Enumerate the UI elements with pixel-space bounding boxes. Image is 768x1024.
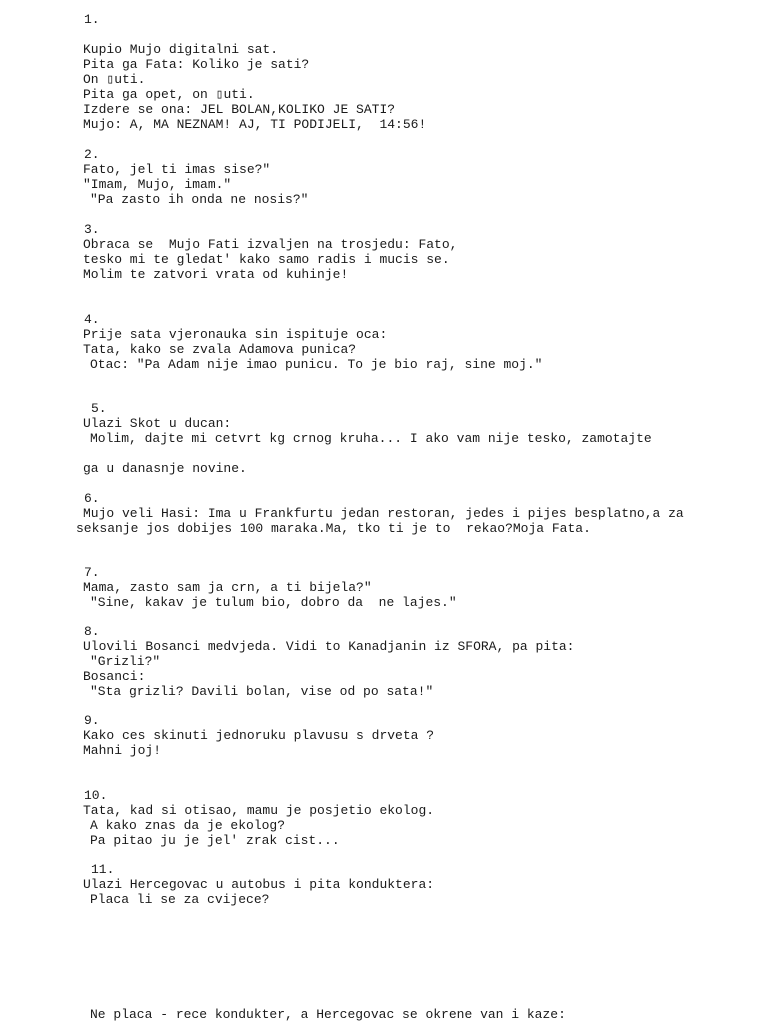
joke-number: 10.	[84, 788, 108, 803]
joke-number: 11.	[91, 862, 115, 877]
text-line: Molim te zatvori vrata od kuhinje!	[83, 267, 349, 282]
text-line: "Sine, kakav je tulum bio, dobro da ne lajes."	[90, 595, 457, 610]
text-line: Izdere se ona: JEL BOLAN,KOLIKO JE SATI?	[83, 102, 396, 117]
text-line: Mujo: A, MA NEZNAM! AJ, TI PODIJELI, 14:56!	[83, 117, 427, 132]
joke-number: 8.	[84, 624, 100, 639]
text-line: "Sta grizli? Davili bolan, vise od po sata!"	[90, 684, 434, 699]
text-line: Kupio Mujo digitalni sat.	[83, 42, 279, 57]
joke-number: 4.	[84, 312, 100, 327]
text-line: Bosanci:	[83, 669, 146, 684]
text-line: A kako znas da je ekolog?	[90, 818, 286, 833]
text-line: Ne placa - rece kondukter, a Hercegovac se okrene van i kaze:	[90, 1007, 566, 1022]
text-line: tesko mi te gledat' kako samo radis i mucis se.	[83, 252, 450, 267]
text-line: Tata, kad si otisao, mamu je posjetio ekolog.	[83, 803, 435, 818]
text-line: Pita ga Fata: Koliko je sati?	[83, 57, 310, 72]
text-line: Mahni joj!	[83, 743, 162, 758]
text-line: "Pa zasto ih onda ne nosis?"	[90, 192, 309, 207]
text-line: Tata, kako se zvala Adamova punica?	[83, 342, 357, 357]
joke-number: 2.	[84, 147, 100, 162]
text-line: "Imam, Mujo, imam."	[83, 177, 232, 192]
joke-number: 7.	[84, 565, 100, 580]
text-line: Kako ces skinuti jednoruku plavusu s drveta ?	[83, 728, 435, 743]
text-line: seksanje jos dobijes 100 maraka.Ma, tko ti je to rekao?Moja Fata.	[76, 521, 591, 536]
text-line: Obraca se Mujo Fati izvaljen na trosjedu: Fato,	[83, 237, 458, 252]
text-line: Pita ga opet, on ▯uti.	[83, 87, 255, 102]
text-line: On ▯uti.	[83, 72, 146, 87]
text-line: ga u danasnje novine.	[83, 461, 247, 476]
text-line: Prije sata vjeronauka sin ispituje oca:	[83, 327, 388, 342]
text-line: "Grizli?"	[90, 654, 161, 669]
joke-number: 3.	[84, 222, 100, 237]
text-line: Placa li se za cvijece?	[90, 892, 270, 907]
text-line: Ulazi Hercegovac u autobus i pita konduktera:	[83, 877, 435, 892]
text-line: Pa pitao ju je jel' zrak cist...	[90, 833, 340, 848]
joke-number: 1.	[84, 12, 100, 27]
text-line: Mama, zasto sam ja crn, a ti bijela?"	[83, 580, 372, 595]
joke-number: 6.	[84, 491, 100, 506]
text-line: Mujo veli Hasi: Ima u Frankfurtu jedan restoran, jedes i pijes besplatno,a za	[83, 506, 684, 521]
joke-number: 5.	[91, 401, 107, 416]
text-line: Otac: "Pa Adam nije imao punicu. To je bio raj, sine moj."	[90, 357, 543, 372]
text-line: Molim, dajte mi cetvrt kg crnog kruha... I ako vam nije tesko, zamotajte	[90, 431, 652, 446]
text-line: Ulovili Bosanci medvjeda. Vidi to Kanadjanin iz SFORA, pa pita:	[83, 639, 575, 654]
joke-number: 9.	[84, 713, 100, 728]
text-line: Ulazi Skot u ducan:	[83, 416, 232, 431]
text-line: Fato, jel ti imas sise?"	[83, 162, 271, 177]
